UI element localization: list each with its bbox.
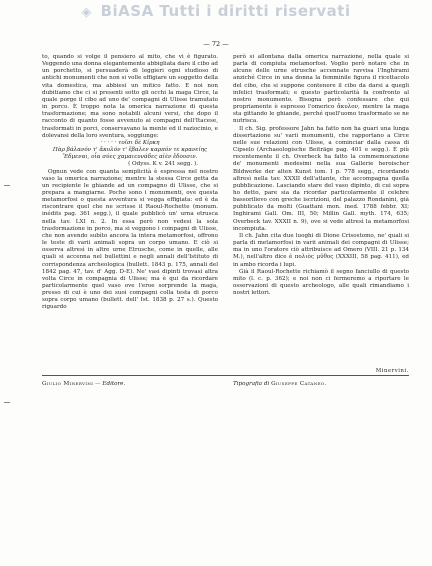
printer-label: Tipografia di: [233, 381, 270, 387]
greek-quote-line: · · · · · τοῖσι δὲ Κίρκη: [100, 139, 160, 146]
margin-mark: [4, 402, 10, 403]
footer-rule: [42, 375, 409, 376]
watermark-text: BiASA Tutti i diritti riservati: [100, 2, 351, 20]
footer-editor: [42, 381, 125, 387]
citation: ( Odyss. K v. 241 segg. ).: [128, 161, 198, 168]
right-column: [233, 54, 409, 297]
paragraph: Il ch. Sig. professore Jahn ha fatto non ha guari una lunga dissertazione su' varii monumenti, che rapportano a Circe nelle sue relazioni con Ulisse, a cominciar dalla cassa di Cipselo (Archaeologische Beiträge pag. 401 e segg.). È più recentemente il ch. Overbeck ha fatto la commemorazione de' monumenti medesimi nella sua Gallerie heroischer Bildwerke der alten Kunst tom. I p. 778 segg., ricordando altresì nella tav. XXXII dell'atlante, che accompagna quella pubblicazione. Lasciando stare del vaso dipinto, di cui sopra ho detto, pare sia da ricordar particolarmente il celebre bassorilievo con greche iscrizioni, del palazzo Rondanini, già pubblicato da molti (Guattani mon. ined. 1788 febbr. XI; Inghirami Gall. Om. III, 50; Millin Gall. myth. 174, 635; Overbeck tav. XXXII n. 9), ove si vede altresì la metamorfosi incompiuta.: [233, 125, 409, 232]
printer-name: Giuseppe Cataneo.: [271, 381, 327, 387]
paragraph: to, quando si volge il pensiero al mito, che vi è figurato. Veggendo una donna elegantemente abbigliata dare il cibo ad un porchetto, si persuaderà di leggieri ogni studioso di antichi monumenti che non si volle effigiare un soggetto della vita domestica, ma abbiesi un mitico fatto. E noi non dubitiamo che ci si presenti sotto gli occhi la maga Circe, la quale porge il cibo ad uno de' compagni di Ulisse tramutato in porco. È troppo nota la omerica narrazione di questa trasformazione; ma sono notabili alcuni versi, che dopo il racconto di quanto fosse avvenuto ai compagni dell'Itacese, trasformati in porci, conservavano la mente ed il raziocinio, e dolevansi della loro sventura, soggiunge:: [42, 54, 219, 139]
paragraph: Ognun vede con quanta semplicità è espressa nel nostro vaso la omerica narrazione; mentre la stessa Circe getta da un recipiente le ghiande ad un compagno di Ulisse, che si prepara a mangiarne. Poche sono i monumenti, ove questa metamorfosi o questa avventura si vegga effigiata: ed è da riscontrare quel che ne scrisse il Raoul-Rochette (monum. inédits pag. 361 segg.), il quale pubblicò un' urna etrusca nella tav. LXI n. 2. In essa però non vedesi la sola trasformazione in porco, ma si veggono i compagni di Ulisse, che non avendo subìto ancora la intera metamorfosi, offrono le teste di varii animali sopra un corpo umano. E ciò si osserva altresì in altre urne Etrusche, come in quelle, alle quali si accenna nel bullettini e negli annali dell'Istituto di corrispondenza archeologica (bullett. 1843 p. 175, annali del 1842 pag. 47, tav. d' Agg. D-E). Ne' vasi dipinti trovasi altra volta Circe in compagnia di Ulisse; ma è qui da ricordare particolarmente quel vaso ove l'eroe sorprende la maga, presso di cui è uno dei suoi compagni colla testa di porco sopra corpo umano (bullett. dell' Ist. 1838 p. 27 s.). Questo riguardo: [42, 168, 218, 311]
greek-quote-line: Πὰρ βάλανόν τ' ἄκυλόν τ' ἔβαλεν καρπόν τε κρανείης Ἔδμεναι, οἷα σύες χαμαιευνάδες αἰὲν ἔδουσιν.: [52, 147, 208, 161]
paragraph: Già il Raoul-Rochette richiamò il segno fanciullo di questo mito (l. c. p. 362); e noi non ci fermeremo a riportare le osservazioni di questo archeologo, alle quali rimandiamo i nostri lettori.: [233, 268, 409, 297]
paragraph: Il ch. Jahn cita due luoghi di Dione Crisostomo, ne' quali si parla di metamorfosi in varii animali dei compagni di Ulisse; ma in uno l'oratore ciò attribuisce ad Omero (VIII. 21 p. 134 M.), nell'altro dice è πολιὸς μῦθος (XXXIII, 58 pag. 411), ed in ambo ricorda i lupi.: [233, 232, 409, 268]
biasa-logo-icon: ◈: [81, 5, 92, 20]
editor-name: Giulio Minervini: [42, 381, 94, 387]
paragraph: però si allontana dalla omerica narrazione, nella quale si parla di compiuta metamorfosi. Voglio però notare che in alcune delle urne etrusche accennate ravvisa l'Inghirami anziché Circe in una donna la femminile figura il ricettacolo del cibo, che si suppone contenere il cibo da darsi a quegli infelici trasformati; e questo particolarità fa confronto al nostro monumento. Bisogna però confessare che qui propriamente è espresso l'omerico ἄκυλον, mentre la maga sta gittando le ghiande, perché quell'uomo trasformato se ne nutrisca.: [233, 54, 409, 125]
editor-role: — Editore.: [95, 381, 126, 387]
margin-mark: [4, 185, 10, 186]
watermark: [0, 2, 432, 20]
footer-printer: [233, 381, 327, 387]
page-number: — 72 —: [203, 40, 229, 48]
left-column: [42, 54, 218, 312]
author-signature: Minervini.: [375, 368, 409, 374]
